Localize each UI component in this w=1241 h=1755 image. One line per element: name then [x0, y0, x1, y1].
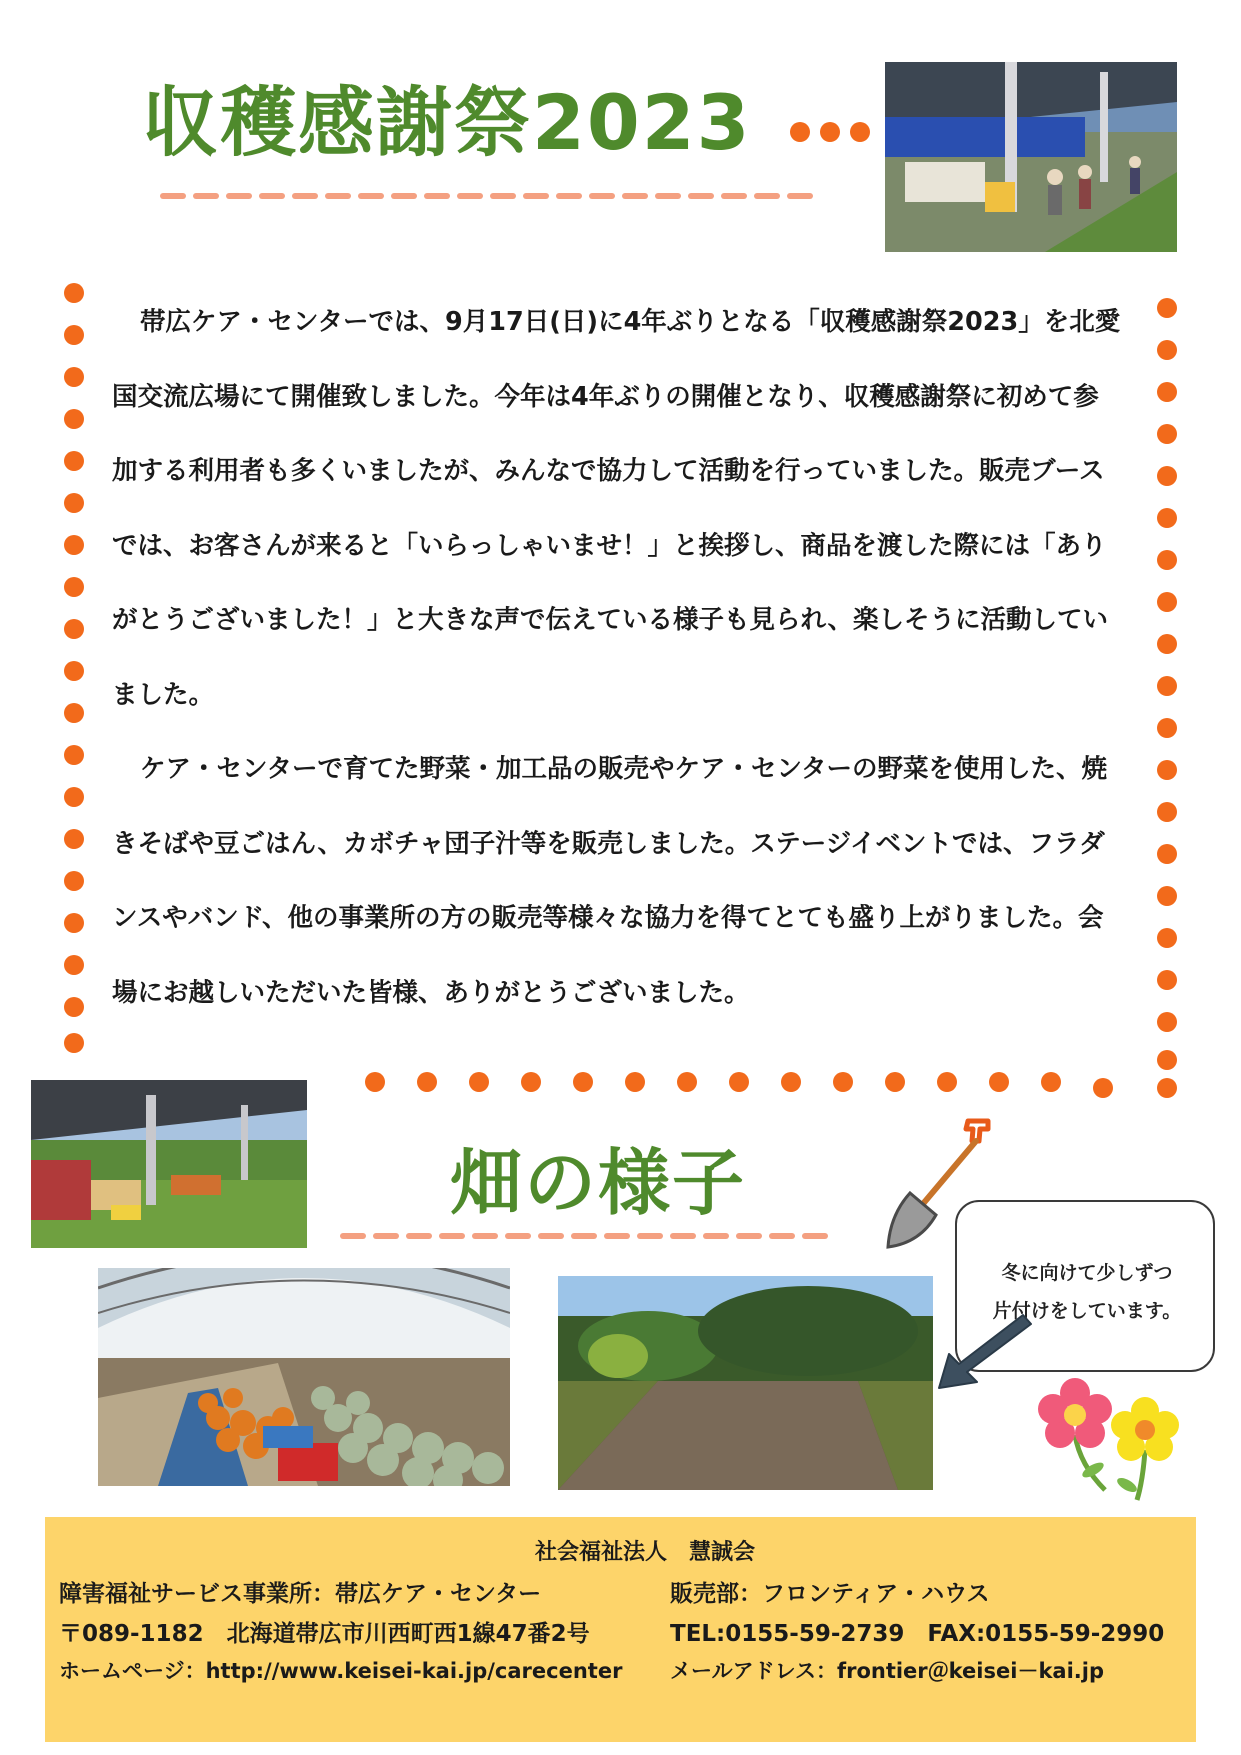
page-title: 収穫感謝祭2023: [142, 78, 752, 167]
bubble-line: 冬に向けて少しずつ: [1001, 1262, 1173, 1284]
organization-name: 社会福祉法人 慧誠会: [535, 1540, 756, 1565]
speech-bubble-arrow-icon: [935, 1310, 1035, 1395]
email-link[interactable]: メールアドレス：frontier＠keisei－kai.jp: [670, 1659, 1104, 1683]
bubble-line: 片付けをしています。: [992, 1300, 1182, 1322]
sales-dept: 販売部：フロンティア・ハウス: [670, 1581, 990, 1607]
festival-photo-left: [31, 1080, 307, 1248]
article-body: [112, 285, 1122, 1030]
article-paragraph: ケア・センターで育てた野菜・加工品の販売やケア・センターの野菜を使用した、焼きそばや豆ごはん、カボチャ団子汁等を販売しました。ステージイベントでは、フラダンスやバンド、他の事業所の方の販売等様々な協力を得てとても盛り上がりました。会場にお越しいただいた皆様、ありがとうございました。: [112, 754, 1108, 1008]
yellow-flower-icon: [1105, 1395, 1185, 1505]
homepage-link[interactable]: ホームページ：http://www.keisei-kai.jp/carecenter: [59, 1659, 623, 1683]
greenhouse-pumpkin-photo: [98, 1268, 510, 1486]
phone-fax: TEL:0155-59-2739 FAX:0155-59-2990: [670, 1621, 1165, 1647]
facility-name: 障害福祉サービス事業所：帯広ケア・センター: [59, 1581, 542, 1607]
festival-photo-top: [885, 62, 1177, 252]
article-paragraph: 帯広ケア・センターでは、9月17日(日)に4年ぶりとなる「収穫感謝祭2023」を北愛国交流広場にて開催致しました。今年は4年ぶりの開催となり、収穫感謝祭に初めて参加する利用者も多くいましたが、みんなで協力して活動を行っていました。販売ブースでは、お客さんが来ると「いらっしゃいませ！」と挨拶し、商品を渡した際には「ありがとうございました！」と大きな声で伝えている様子も見られ、楽しそうに活動していました。: [112, 307, 1121, 710]
field-photo: [558, 1276, 933, 1490]
footer-contact: [45, 1517, 1196, 1742]
address: 〒089-1182 北海道帯広市川西町西1線47番2号: [59, 1621, 590, 1647]
field-section-title: 畑の様子: [450, 1141, 747, 1225]
